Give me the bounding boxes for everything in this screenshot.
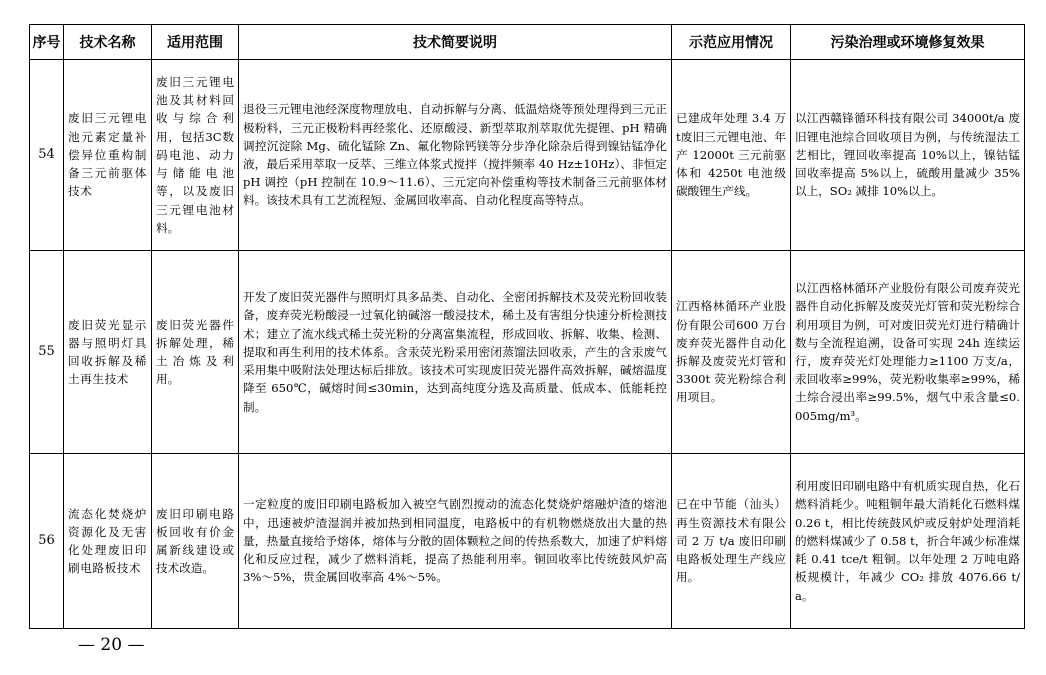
header-no: 序号 <box>30 25 64 60</box>
cell-no: 56 <box>30 454 64 629</box>
table-row <box>30 60 1025 251</box>
page-number: — 20 — <box>78 635 145 655</box>
cell-name: 流态化焚烧炉资源化及无害化处理废旧印刷电路板技术 <box>64 454 152 629</box>
cell-desc: 退役三元锂电池经深度物理放电、自动拆解与分离、低温焙烧等预处理得到三元正极粉料，三元正极粉料再经浆化、还原酸浸、新型萃取剂萃取优先提锂、pH 精确调控沉淀除 Mg、硫化锰除 Zn、氟化物除钙镁等分步净化除杂后得到镍钴锰净化液，最后采用萃取一反萃、三维立体浆式搅拌（搅拌频率 40 Hz±10Hz）、非恒定 pH 调控（pH 控制在 10.9～11.6）、三元定向补偿重构等技术制备三元前驱体材料。该技术具有工艺流程短、金属回收率高、自动化程度高等特点。 <box>239 60 672 251</box>
cell-demo: 已在中节能（汕头）再生资源技术有限公司 2 万 t/a 废旧印刷电路板处理生产线应用。 <box>672 454 791 629</box>
header-desc: 技术简要说明 <box>239 25 672 60</box>
header-scope: 适用范围 <box>152 25 239 60</box>
table-row <box>30 251 1025 454</box>
cell-name: 废旧三元锂电池元素定量补偿异位重构制备三元前驱体技术 <box>64 60 152 251</box>
cell-desc: 一定粒度的废旧印刷电路板加入被空气剧烈搅动的流态化焚烧炉熔融炉渣的熔池中，迅速被炉渣湿润并被加热到相同温度，电路板中的有机物燃烧放出大量的热量，热量直接给予熔体，熔体与分散的固体颗粒之间的传热系数大，加速了炉料熔化和反应过程，减少了燃料消耗，提高了热能利用率。铜回收率比传统鼓风炉高 3%～5%，贵金属回收率高 4%～5%。 <box>239 454 672 629</box>
header-demo: 示范应用情况 <box>672 25 791 60</box>
cell-effect: 以江西赣锋循环科技有限公司 34000t/a 废旧锂电池综合回收项目为例，与传统湿法工艺相比，锂回收率提高 10%以上，镍钴锰回收率提高 5%以上，硫酸用量减少 35%以上，SO₂ 减排 10%以上。 <box>791 60 1025 251</box>
cell-scope: 废旧三元锂电池及其材料回收与综合利用，包括3C数码电池、动力与储能电池等，以及废旧三元锂电池材料。 <box>152 60 239 251</box>
cell-desc: 开发了废旧荧光器件与照明灯具多品类、自动化、全密闭拆解技术及荧光粉回收装备，废弃荧光粉酸浸一过氧化钠碱溶一酸浸技术，稀土及有害组分快速分析检测技术；建立了流水线式稀土荧光粉的分离富集流程，形成回收、拆解、收集、检测、提取和再生利用的技术体系。含汞荧光粉采用密闭蒸馏法回收汞，产生的含汞废气采用集中吸附法处理达标后排放。该技术可实现废旧荧光器件高效拆解，碱熔温度降至 650℃，碱熔时间≤30min，达到高纯度分选及高质量、低成本、低能耗控制。 <box>239 251 672 454</box>
cell-demo: 江西格林循环产业股份有限公司600 万台废弃荧光器件自动化拆解及废荧光灯管和 3300t 荧光粉综合利用项目。 <box>672 251 791 454</box>
cell-scope: 废旧印刷电路板回收有价金属新线建设或技术改造。 <box>152 454 239 629</box>
cell-no: 54 <box>30 60 64 251</box>
cell-scope: 废旧荧光器件拆解处理，稀土冶炼及利用。 <box>152 251 239 454</box>
cell-demo: 已建成年处理 3.4 万t废旧三元锂电池、年产 12000t 三元前驱体和 4250t 电池级碳酸锂生产线。 <box>672 60 791 251</box>
header-effect: 污染治理或环境修复效果 <box>791 25 1025 60</box>
header-name: 技术名称 <box>64 25 152 60</box>
cell-name: 废旧荧光显示器与照明灯具回收拆解及稀土再生技术 <box>64 251 152 454</box>
cell-effect: 以江西格林循环产业股份有限公司废弃荧光器件自动化拆解及废荧光灯管和荧光粉综合利用项目为例，可对废旧荧光灯进行精确计数与全流程追溯，设备可实现 24h 连续运行，废弃荧光灯处理能力≥1100 万支/a，汞回收率≥99%，荧光粉收集率≥99%，稀土综合浸出率≥99.5%，烟气中汞含量≤0.005mg/m³。 <box>791 251 1025 454</box>
technology-table <box>29 24 1025 629</box>
header-row <box>30 25 1025 60</box>
cell-effect: 利用废旧印刷电路中有机质实现自热，化石燃料消耗少。吨粗铜年最大消耗化石燃料煤 0.26 t，相比传统鼓风炉或反射炉处理消耗的燃料煤减少了 0.58 t，折合年减少标准煤耗 0.41 tce/t 粗铜。以年处理 2 万吨电路板规模计，年减少 CO₂ 排放 4076.66 t/a。 <box>791 454 1025 629</box>
cell-no: 55 <box>30 251 64 454</box>
table-row <box>30 454 1025 629</box>
